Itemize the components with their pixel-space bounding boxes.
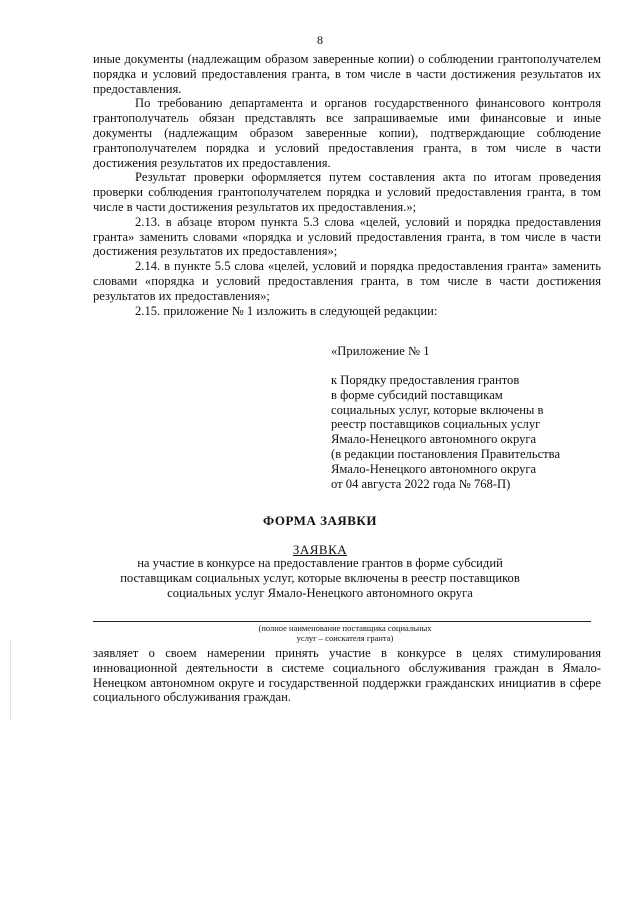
paragraph-2-15: 2.15. приложение № 1 изложить в следующей редакции:: [135, 303, 438, 318]
appendix-line: (в редакции постановления Правительства: [331, 446, 561, 461]
statement-text: заявляет о своем намерении принять участие в конкурсе в целях стимулирования инновационной деятельности в системе социального обслуживания граждан в Ямало-Ненецком автономном округе и государственной поддержки гражданских инициатив в сфере социального обслуживания граждан.: [93, 646, 601, 705]
applicant-name-line: [93, 621, 591, 622]
paragraph-2: По требованию департамента и органов государственного финансового контроля грантополучатель обязан представлять все запрашиваемые ими финансовые и иные документы (надлежащим образом заверенные копии), подтверждающие соблюдение грантополучателем порядка и условий предоставления гранта, в том числе в части достижения результатов их предоставления.: [93, 96, 601, 170]
application-heading: ЗАЯВКА: [292, 542, 348, 557]
caption-line-1: (полное наименование поставщика социальных: [258, 623, 432, 633]
appendix-line: Ямало-Ненецкого автономного округа: [331, 461, 537, 476]
appendix-line: в форме субсидий поставщикам: [331, 387, 503, 402]
paragraph-3: Результат проверки оформляется путем составления акта по итогам проведения проверки соблюдения грантополучателем порядка и условий предоставления гранта, в том числе в части достижения результатов их предоставления.»;: [93, 170, 601, 214]
appendix-line: к Порядку предоставления грантов: [331, 373, 520, 387]
appendix-line: реестр поставщиков социальных услуг: [331, 417, 541, 432]
application-subtitle: на участие в конкурсе на предоставление грантов в форме субсидий поставщикам социальных услуг, которые включены в реестр поставщиков социальных услуг Ямало-Ненецкого автономного округа: [120, 556, 520, 600]
appendix-reference: [331, 373, 611, 491]
caption-line-2: услуг – соискателя гранта): [296, 633, 394, 643]
paragraph-2-13: 2.13. в абзаце втором пункта 5.3 слова «целей, условий и порядка предоставления гранта» заменить словами «порядка и условий предоставления гранта, в том числе в части достижения результатов их предоставления»;: [93, 214, 601, 259]
paragraph-1: иные документы (надлежащим образом заверенные копии) о соблюдении грантополучателем порядка и условий предоставления гранта, в том числе в части достижения результатов их предоставления.: [93, 52, 601, 96]
appendix-title: «Приложение № 1: [331, 344, 430, 358]
appendix-line: Ямало-Ненецкого автономного округа: [331, 432, 537, 447]
appendix-line: социальных услуг, которые включены в: [331, 402, 544, 417]
applicant-name-caption: [220, 623, 470, 643]
page-number: 8: [317, 33, 323, 47]
form-title: ФОРМА ЗАЯВКИ: [263, 513, 377, 528]
scan-artifact: [10, 640, 11, 720]
paragraph-2-14: 2.14. в пункте 5.5 слова «целей, условий и порядка предоставления гранта» заменить словами «порядка и условий предоставления гранта, в том числе в части достижения результатов их предоставления»;: [93, 259, 601, 303]
application-statement: [93, 646, 601, 705]
body-text: [93, 52, 601, 318]
appendix-line: от 04 августа 2022 года № 768-П): [331, 476, 511, 491]
